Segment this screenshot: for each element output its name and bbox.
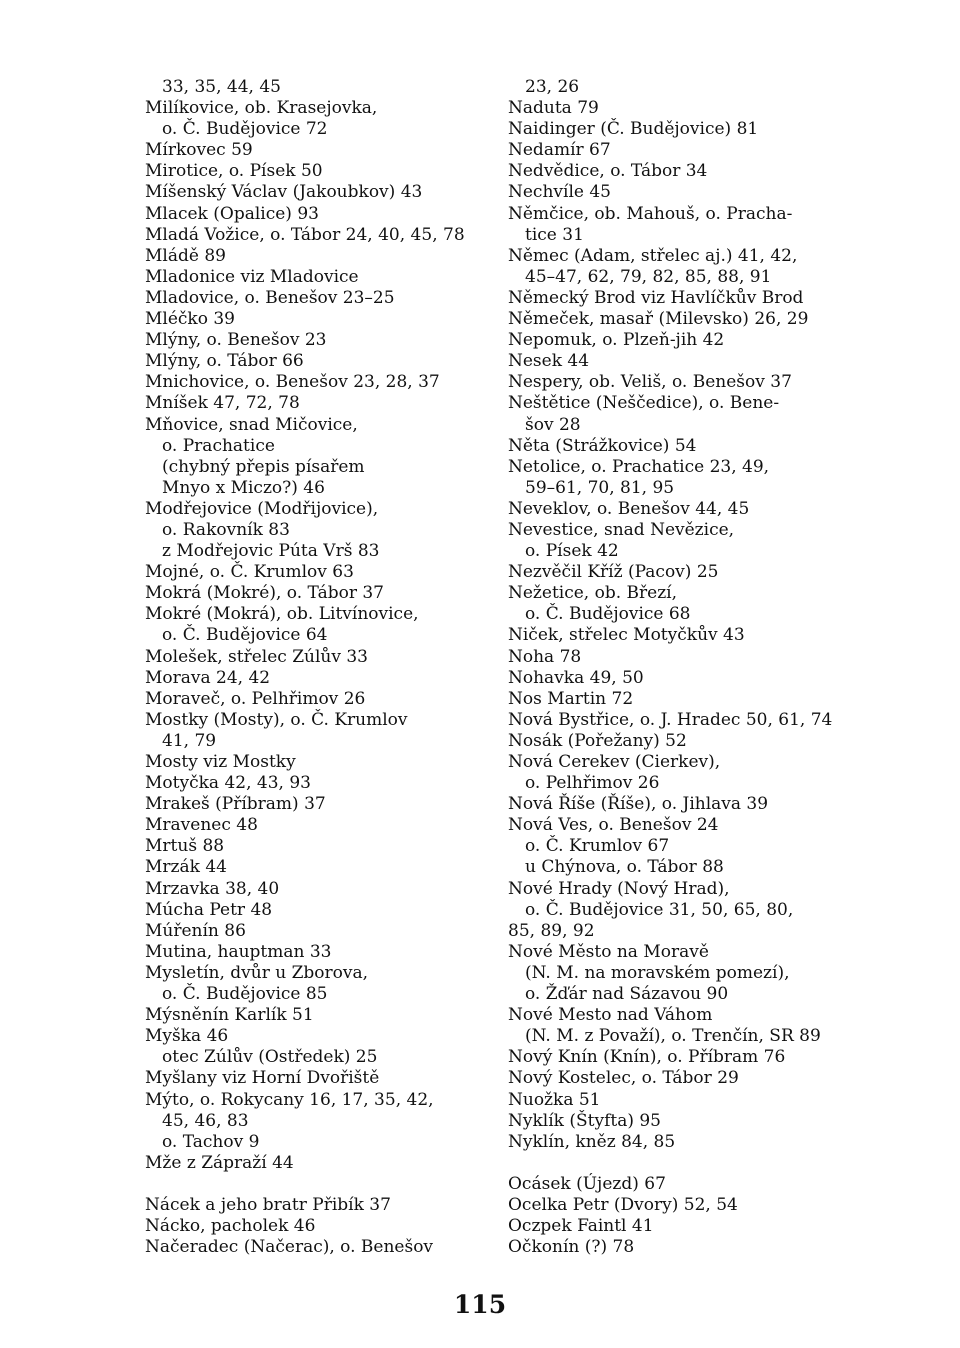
index-entry-line: tice 31 [525,224,584,245]
index-entry-line: Mojné, o. Č. Krumlov 63 [145,562,354,583]
index-entry-line: z Modřejovic Púta Vrš 83 [162,541,380,562]
index-entry-line: Nová Cerekev (Cierkev), [508,752,721,772]
index-entry-line: Nevestice, snad Nevězice, [508,519,735,540]
index-entry-line: o. Č. Budějovice 72 [162,119,328,140]
index-entry-line: Nové Město na Moravě [508,941,709,962]
index-entry-line: 59–61, 70, 81, 95 [525,477,675,498]
index-entry-line: o. Č. Budějovice 64 [162,625,328,646]
index-entry-line: Nový Knín (Knín), o. Příbram 76 [508,1047,786,1068]
index-entry-line: Mladonice viz Mladovice [145,266,359,287]
index-entry-line: Milíkovice, ob. Krasejovka, [145,98,378,119]
index-entry-line: Nespery, ob. Veliš, o. Benešov 37 [508,372,792,393]
index-entry-line: o. Prachatice [162,435,275,456]
section-gap [508,1153,818,1174]
index-entry-line: Mosty viz Mostky [145,752,296,772]
index-entry-line: Nežetice, ob. Březí, [508,583,678,604]
index-entry-line: 23, 26 [525,77,580,97]
index-entry-line: Nohavka 49, 50 [508,667,644,688]
index-entry-line: Němeček, masař (Milevsko) 26, 29 [508,309,809,330]
index-entry-line: o. Písek 42 [525,541,619,562]
index-entry-line: Nedamír 67 [508,140,611,161]
index-entry-line: Mrakeš (Příbram) 37 [145,794,326,815]
index-entry-line: Motyčka 42, 43, 93 [145,773,311,794]
index-entry-line: Nos Martin 72 [508,688,634,709]
index-entry-line: Míšenský Václav (Jakoubkov) 43 [145,182,423,203]
index-entry-line: o. Žďár nad Sázavou 90 [525,984,729,1005]
index-entry-line: Ocelka Petr (Dvory) 52, 54 [508,1194,738,1215]
index-entry-line: Moraveč, o. Pelhřimov 26 [145,688,366,709]
index-entry-line: o. Č. Krumlov 67 [525,836,670,857]
index-entry-line: Němec (Adam, střelec aj.) 41, 42, [508,245,798,266]
index-entry-line: Mokrá (Mokré), o. Tábor 37 [145,583,384,604]
index-entry-line: Nyklín, kněz 84, 85 [508,1131,676,1152]
index-entry-line: Mlýny, o. Tábor 66 [145,351,304,372]
index-entry-line: o. Č. Budějovice 68 [525,604,691,625]
index-entry-line: Nechvíle 45 [508,182,611,203]
index-entry-line: o. Rakovník 83 [162,519,290,540]
index-entry-line: (N. M. na moravském pomezí), [525,962,790,983]
index-entry-line: 41, 79 [162,730,217,751]
index-entry-line: Nuožka 51 [508,1089,601,1110]
index-entry-line: Mrzavka 38, 40 [145,878,280,899]
index-entry-line: Mléčko 39 [145,309,235,330]
index-entry-line: Múcha Petr 48 [145,899,273,920]
index-entry-line: Mokré (Mokrá), ob. Litvínovice, [145,604,419,625]
index-entry-line: Molešek, střelec Zúlův 33 [145,646,368,667]
index-entry-line: Mirotice, o. Písek 50 [145,161,323,182]
index-entry-line: Mutina, hauptman 33 [145,941,332,962]
index-entry-line: Mostky (Mosty), o. Č. Krumlov [145,709,408,730]
index-entry-line: Nepomuk, o. Plzeň-jih 42 [508,330,725,351]
index-entry-line: (chybný přepis písařem [162,456,365,477]
index-entry-line: Mlýny, o. Benešov 23 [145,330,327,351]
index-entry-line: Mníšek 47, 72, 78 [145,393,300,414]
index-entry-line: Mlacek (Opalice) 93 [145,203,319,224]
page-number: 115 [453,1290,507,1319]
index-entry-line: 85, 89, 92 [508,920,595,941]
index-entry-line: Mýsněnín Karlík 51 [145,1005,314,1026]
index-entry-line: Mnyo x Miczo?) 46 [162,477,325,498]
index-entry-line: Nový Kostelec, o. Tábor 29 [508,1068,739,1089]
index-entry-line: šov 28 [525,414,581,435]
index-entry-line: Múřenín 86 [145,920,246,941]
section-gap [145,1174,465,1195]
index-entry-line: Nové Mesto nad Váhom [508,1005,713,1026]
index-entry-line: Mňovice, snad Mičovice, [145,414,358,435]
index-entry-line: Netolice, o. Prachatice 23, 49, [508,456,770,477]
index-entry-line: Načeradec (Načerac), o. Benešov [145,1237,434,1258]
index-entry-line: Mnichovice, o. Benešov 23, 28, 37 [145,372,440,393]
index-entry-line: Oczpek Faintl 41 [508,1216,654,1237]
index-entry-line: Nácek a jeho bratr Přibík 37 [145,1194,391,1215]
index-entry-line: Myšlany viz Horní Dvořiště [145,1068,380,1089]
index-entry-line: (N. M. z Považí), o. Trenčín, SR 89 [525,1026,821,1047]
index-entry-line: 45, 46, 83 [162,1110,249,1131]
index-entry-line: o. Č. Budějovice 85 [162,984,328,1005]
index-entry-line: Německý Brod viz Havlíčkův Brod [508,287,804,308]
index-entry-line: Neveklov, o. Benešov 44, 45 [508,498,750,519]
index-entry-line: Mrtuš 88 [145,836,225,857]
index-entry-line: Nácko, pacholek 46 [145,1216,316,1237]
index-entry-line: Naduta 79 [508,98,599,119]
index-entry-line: Mysletín, dvůr u Zborova, [145,962,369,983]
index-entry-line: Mravenec 48 [145,815,258,836]
index-entry-line: o. Tachov 9 [162,1131,260,1152]
index-entry-line: otec Zúlův (Ostředek) 25 [162,1047,378,1068]
index-entry-line: Mýto, o. Rokycany 16, 17, 35, 42, [145,1089,434,1110]
index-entry-line: Morava 24, 42 [145,667,271,688]
index-entry-line: Ocásek (Újezd) 67 [508,1173,666,1194]
index-entry-line: Myška 46 [145,1026,229,1047]
index-entry-line: Mladá Vožice, o. Tábor 24, 40, 45, 78 [145,224,465,245]
index-entry-line: Mrzák 44 [145,857,227,878]
index-entry-line: Mírkovec 59 [145,140,253,161]
index-entry-line: u Chýnova, o. Tábor 88 [525,857,724,878]
index-entry-line: Modřejovice (Modřijovice), [145,498,379,519]
index-entry-line: Očkonín (?) 78 [508,1237,635,1258]
index-entry-line: Něta (Strážkovice) 54 [508,435,697,456]
index-column-left [145,77,465,1258]
index-entry-line: Neštětice (Neščedice), o. Bene- [508,393,780,414]
index-entry-line: Nové Hrady (Nový Hrad), [508,878,730,899]
index-entry-line: Nesek 44 [508,351,590,372]
index-entry-line: 33, 35, 44, 45 [162,77,281,97]
index-entry-line: Němčice, ob. Mahouš, o. Pracha- [508,203,793,224]
index-entry-line: Nosák (Pořežany) 52 [508,730,687,751]
index-entry-line: Nová Bystřice, o. J. Hradec 50, 61, 74 [508,709,833,730]
index-entry-line: Mže z Zápraží 44 [145,1152,294,1173]
index-entry-line: Mládě 89 [145,245,226,266]
index-entry-line: Mladovice, o. Benešov 23–25 [145,287,395,308]
index-entry-line: Nová Říše (Říše), o. Jihlava 39 [508,794,769,815]
index-entry-line: Nová Ves, o. Benešov 24 [508,815,719,836]
index-column-right [508,77,833,1258]
index-entry-line: o. Pelhřimov 26 [525,773,660,794]
index-entry-line: Noha 78 [508,646,582,667]
index-entry-line: Niček, střelec Motyčkův 43 [508,625,745,646]
index-entry-line: Nedvědice, o. Tábor 34 [508,161,708,182]
index-entry-line: Nezvěčil Kříž (Pacov) 25 [508,562,719,583]
index-entry-line: Nyklík (Štyfta) 95 [508,1110,661,1131]
index-entry-line: o. Č. Budějovice 31, 50, 65, 80, [525,899,794,920]
index-entry-line: 45–47, 62, 79, 82, 85, 88, 91 [525,266,772,287]
index-entry-line: Naidinger (Č. Budějovice) 81 [508,119,759,140]
